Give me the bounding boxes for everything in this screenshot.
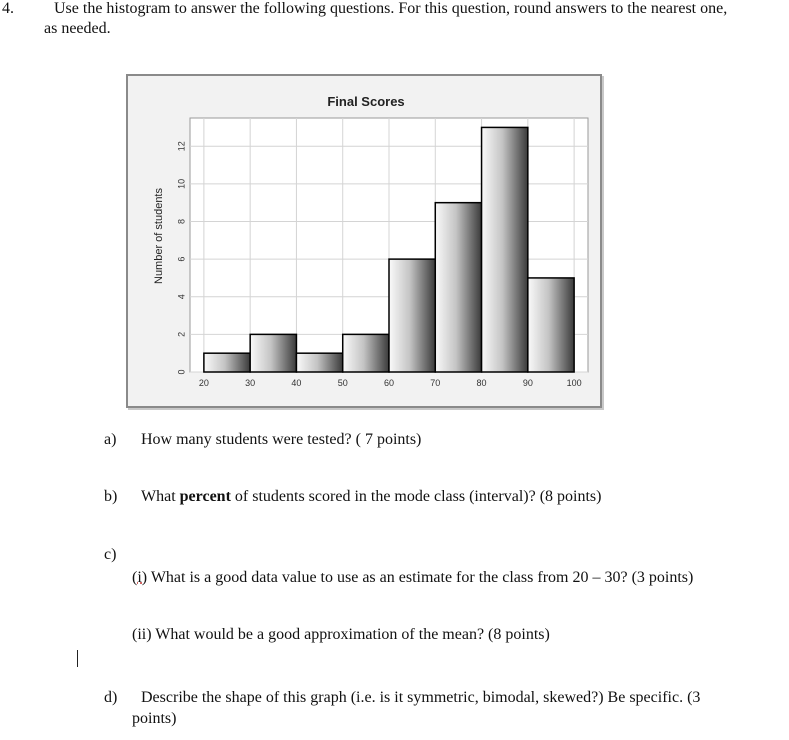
part-b-text-after: of students scored in the mode class (interval)? (8 points) (230, 488, 602, 505)
x-tick-label: 50 (337, 378, 348, 388)
x-tick-label: 90 (522, 378, 533, 388)
part-b-text-before: What (141, 488, 180, 505)
x-tick-label: 60 (383, 378, 395, 388)
part-c-i-number: (i) (132, 569, 148, 586)
x-tick-label: 40 (291, 378, 302, 388)
histogram-bar (435, 203, 481, 372)
question-number: 4. (2, 0, 14, 17)
histogram-chart (128, 76, 600, 406)
histogram-bar (296, 353, 342, 372)
x-tick-label: 20 (198, 378, 209, 388)
part-c-label: c) (104, 546, 117, 563)
part-b-question (141, 488, 601, 506)
y-tick-label: 2 (176, 331, 187, 337)
histogram-bar (204, 353, 250, 372)
x-tick-label: 100 (566, 378, 582, 388)
part-b-label: b) (104, 488, 118, 505)
part-c-ii-question: (ii) What would be a good approximation of the mean? (8 points) (132, 626, 550, 643)
part-a-label: a) (104, 431, 117, 448)
question-intro-line-1: Use the histogram to answer the following questions. For this question, round answers to the nearest one, (54, 0, 728, 17)
y-tick-label: 0 (176, 369, 187, 375)
part-d-label: d) (104, 689, 118, 706)
histogram-bar (250, 334, 296, 372)
histogram-bar (482, 127, 528, 372)
histogram-frame (126, 74, 602, 408)
chart-title: Final Scores (327, 94, 405, 109)
y-tick-label: 10 (176, 178, 187, 189)
question-intro-line-2: as needed. (44, 20, 111, 37)
part-a-question: How many students were tested? ( 7 points) (141, 431, 422, 448)
x-tick-label: 80 (476, 378, 487, 388)
text-cursor (77, 650, 78, 667)
y-tick-label: 6 (176, 256, 187, 262)
part-b-bold-word: percent (179, 488, 231, 505)
x-tick-label: 70 (430, 378, 441, 388)
y-tick-label: 8 (176, 218, 187, 224)
part-d-question-line-2: points) (132, 710, 177, 727)
part-d-question-line-1: Describe the shape of this graph (i.e. is it symmetric, bimodal, skewed?) Be specific. (3 (141, 689, 701, 706)
part-c-i-text: What is a good data value to use as an estimate for the class from 20 – 30? (3 points) (147, 569, 694, 586)
part-c-i-question (132, 569, 693, 587)
y-tick-label: 12 (176, 141, 187, 152)
histogram-bar (343, 334, 389, 372)
y-axis-label: Number of students (153, 188, 165, 284)
y-tick-label: 4 (176, 294, 187, 300)
histogram-bar (528, 278, 574, 372)
x-tick-label: 30 (245, 378, 256, 388)
histogram-bar (389, 259, 435, 372)
